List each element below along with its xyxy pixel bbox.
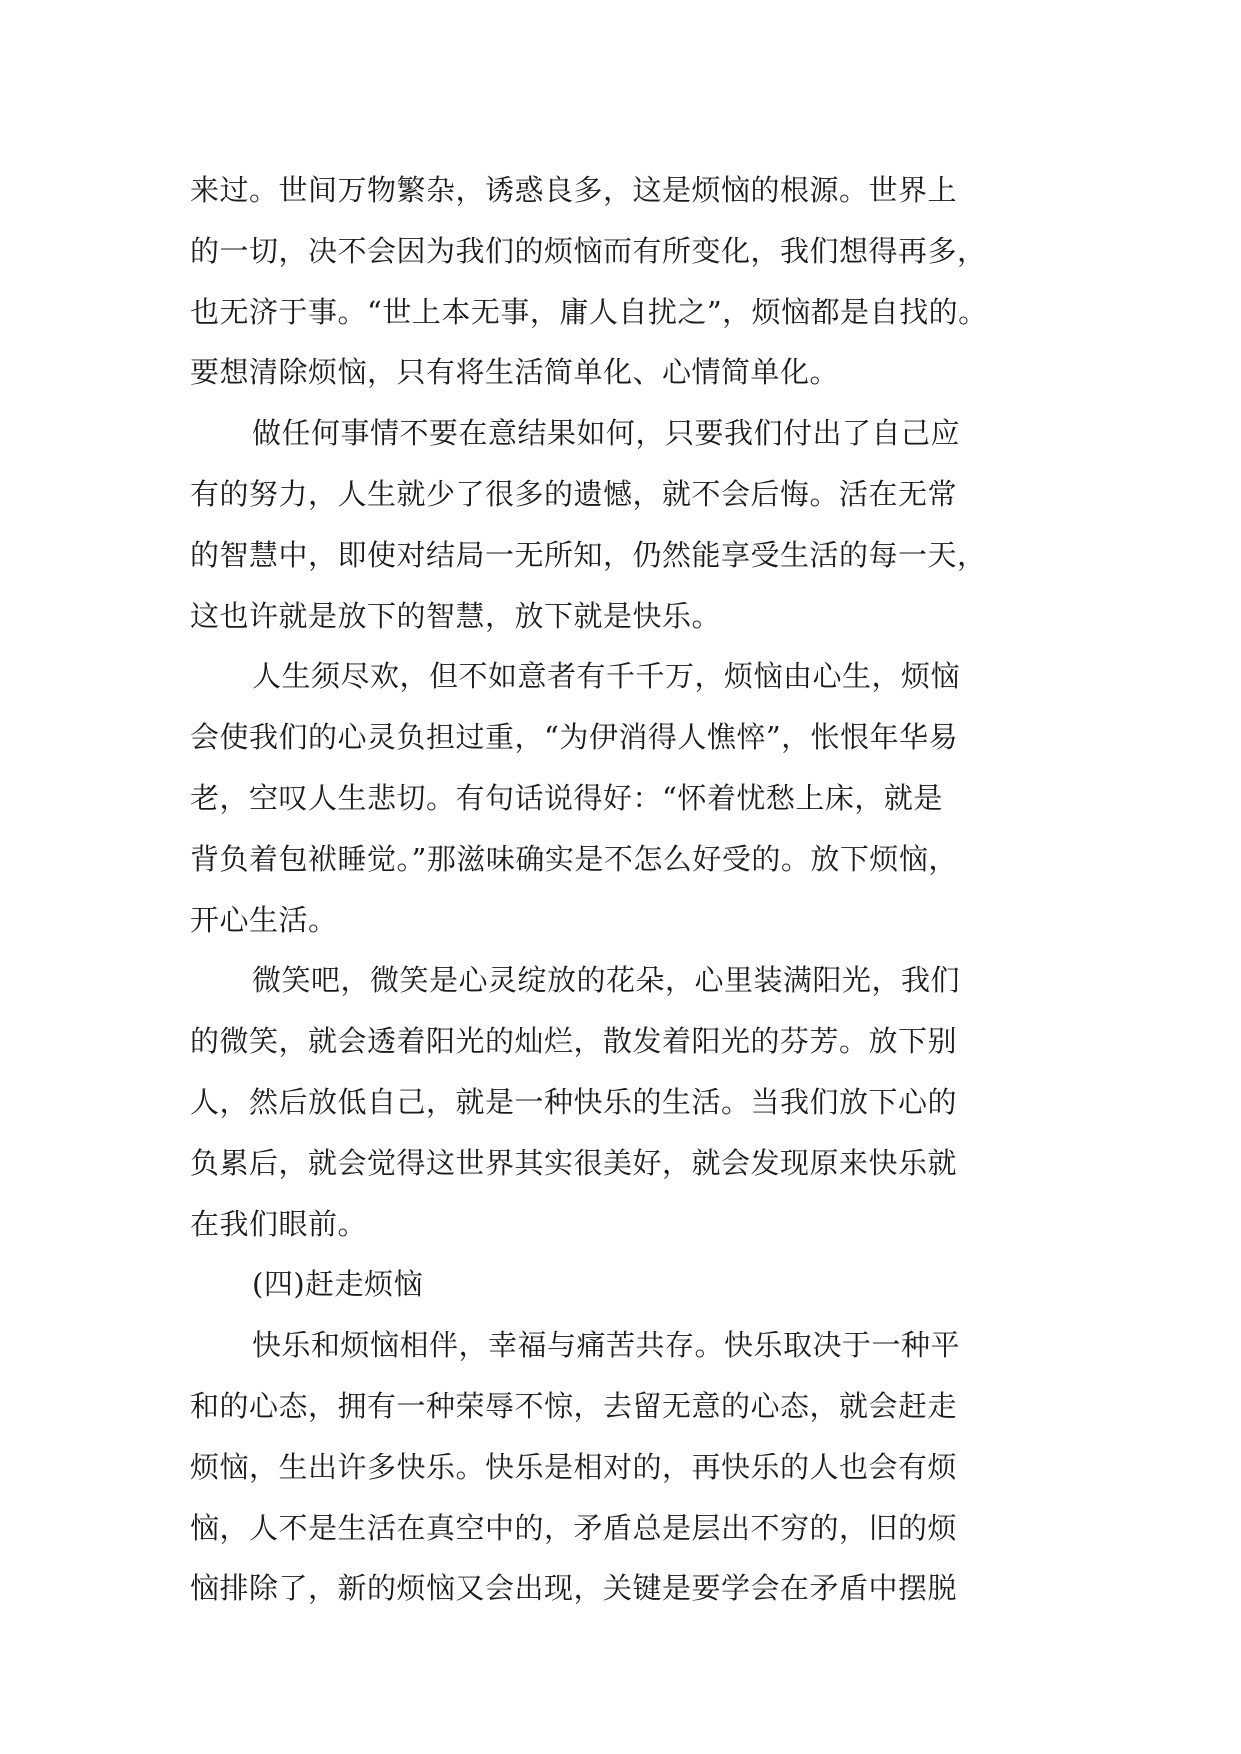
text-line: 负累后，就会觉得这世界其实很美好，就会发现原来快乐就 xyxy=(190,1145,958,1180)
text-line: 开心生活。 xyxy=(190,902,338,937)
text-line: 会使我们的心灵负担过重，“为伊消得人憔悴”，怅恨年华易 xyxy=(190,720,959,755)
text-line: 的微笑，就会透着阳光的灿烂，散发着阳光的芬芳。放下别 xyxy=(190,1024,958,1059)
text-line: 在我们眼前。 xyxy=(190,1206,368,1241)
text-line: 背负着包袱睡觉。”那滋味确实是不怎么好受的。放下烦恼， xyxy=(190,841,958,876)
text-line: 恼，人不是生活在真空中的，矛盾总是层出不穷的，旧的烦 xyxy=(190,1510,958,1545)
text-line: 有的努力，人生就少了很多的遗憾，就不会后悔。活在无常 xyxy=(190,476,958,511)
text-line: 恼排除了，新的烦恼又会出现，关键是要学会在矛盾中摆脱 xyxy=(190,1571,958,1606)
text-line: 人，然后放低自己，就是一种快乐的生活。当我们放下心的 xyxy=(190,1084,958,1119)
text-line: 来过。世间万物繁杂，诱惑良多，这是烦恼的根源。世界上 xyxy=(190,173,958,207)
text-line: 的智慧中，即使对结局一无所知，仍然能享受生活的每一天， xyxy=(190,537,987,572)
text-line: 和的心态，拥有一种荣辱不惊，去留无意的心态，就会赶走 xyxy=(190,1388,958,1423)
text-line: 微笑吧，微笑是心灵绽放的花朵，心里装满阳光，我们 xyxy=(252,963,961,998)
text-line: 快乐和烦恼相伴，幸福与痛苦共存。快乐取决于一种平 xyxy=(252,1328,961,1363)
text-line: 烦恼，生出许多快乐。快乐是相对的，再快乐的人也会有烦 xyxy=(190,1449,958,1484)
text-line: 老，空叹人生悲切。有句话说得好：“怀着忧愁上床，就是 xyxy=(190,780,943,815)
text-line: 这也许就是放下的智慧，放下就是快乐。 xyxy=(190,598,722,633)
body-text xyxy=(190,160,1060,1619)
text-line: 人生须尽欢，但不如意者有千千万，烦恼由心生，烦恼 xyxy=(252,659,961,694)
section-heading: (四)赶走烦恼 xyxy=(252,1267,424,1302)
text-line: 要想清除烦恼，只有将生活简单化、心情简单化。 xyxy=(190,355,840,390)
text-line: 的一切，决不会因为我们的烦恼而有所变化，我们想得再多， xyxy=(190,233,987,268)
text-line: 做任何事情不要在意结果如何，只要我们付出了自己应 xyxy=(252,416,961,451)
text-line: 也无济于事。“世上本无事，庸人自扰之”，烦恼都是自找的。 xyxy=(190,294,988,329)
